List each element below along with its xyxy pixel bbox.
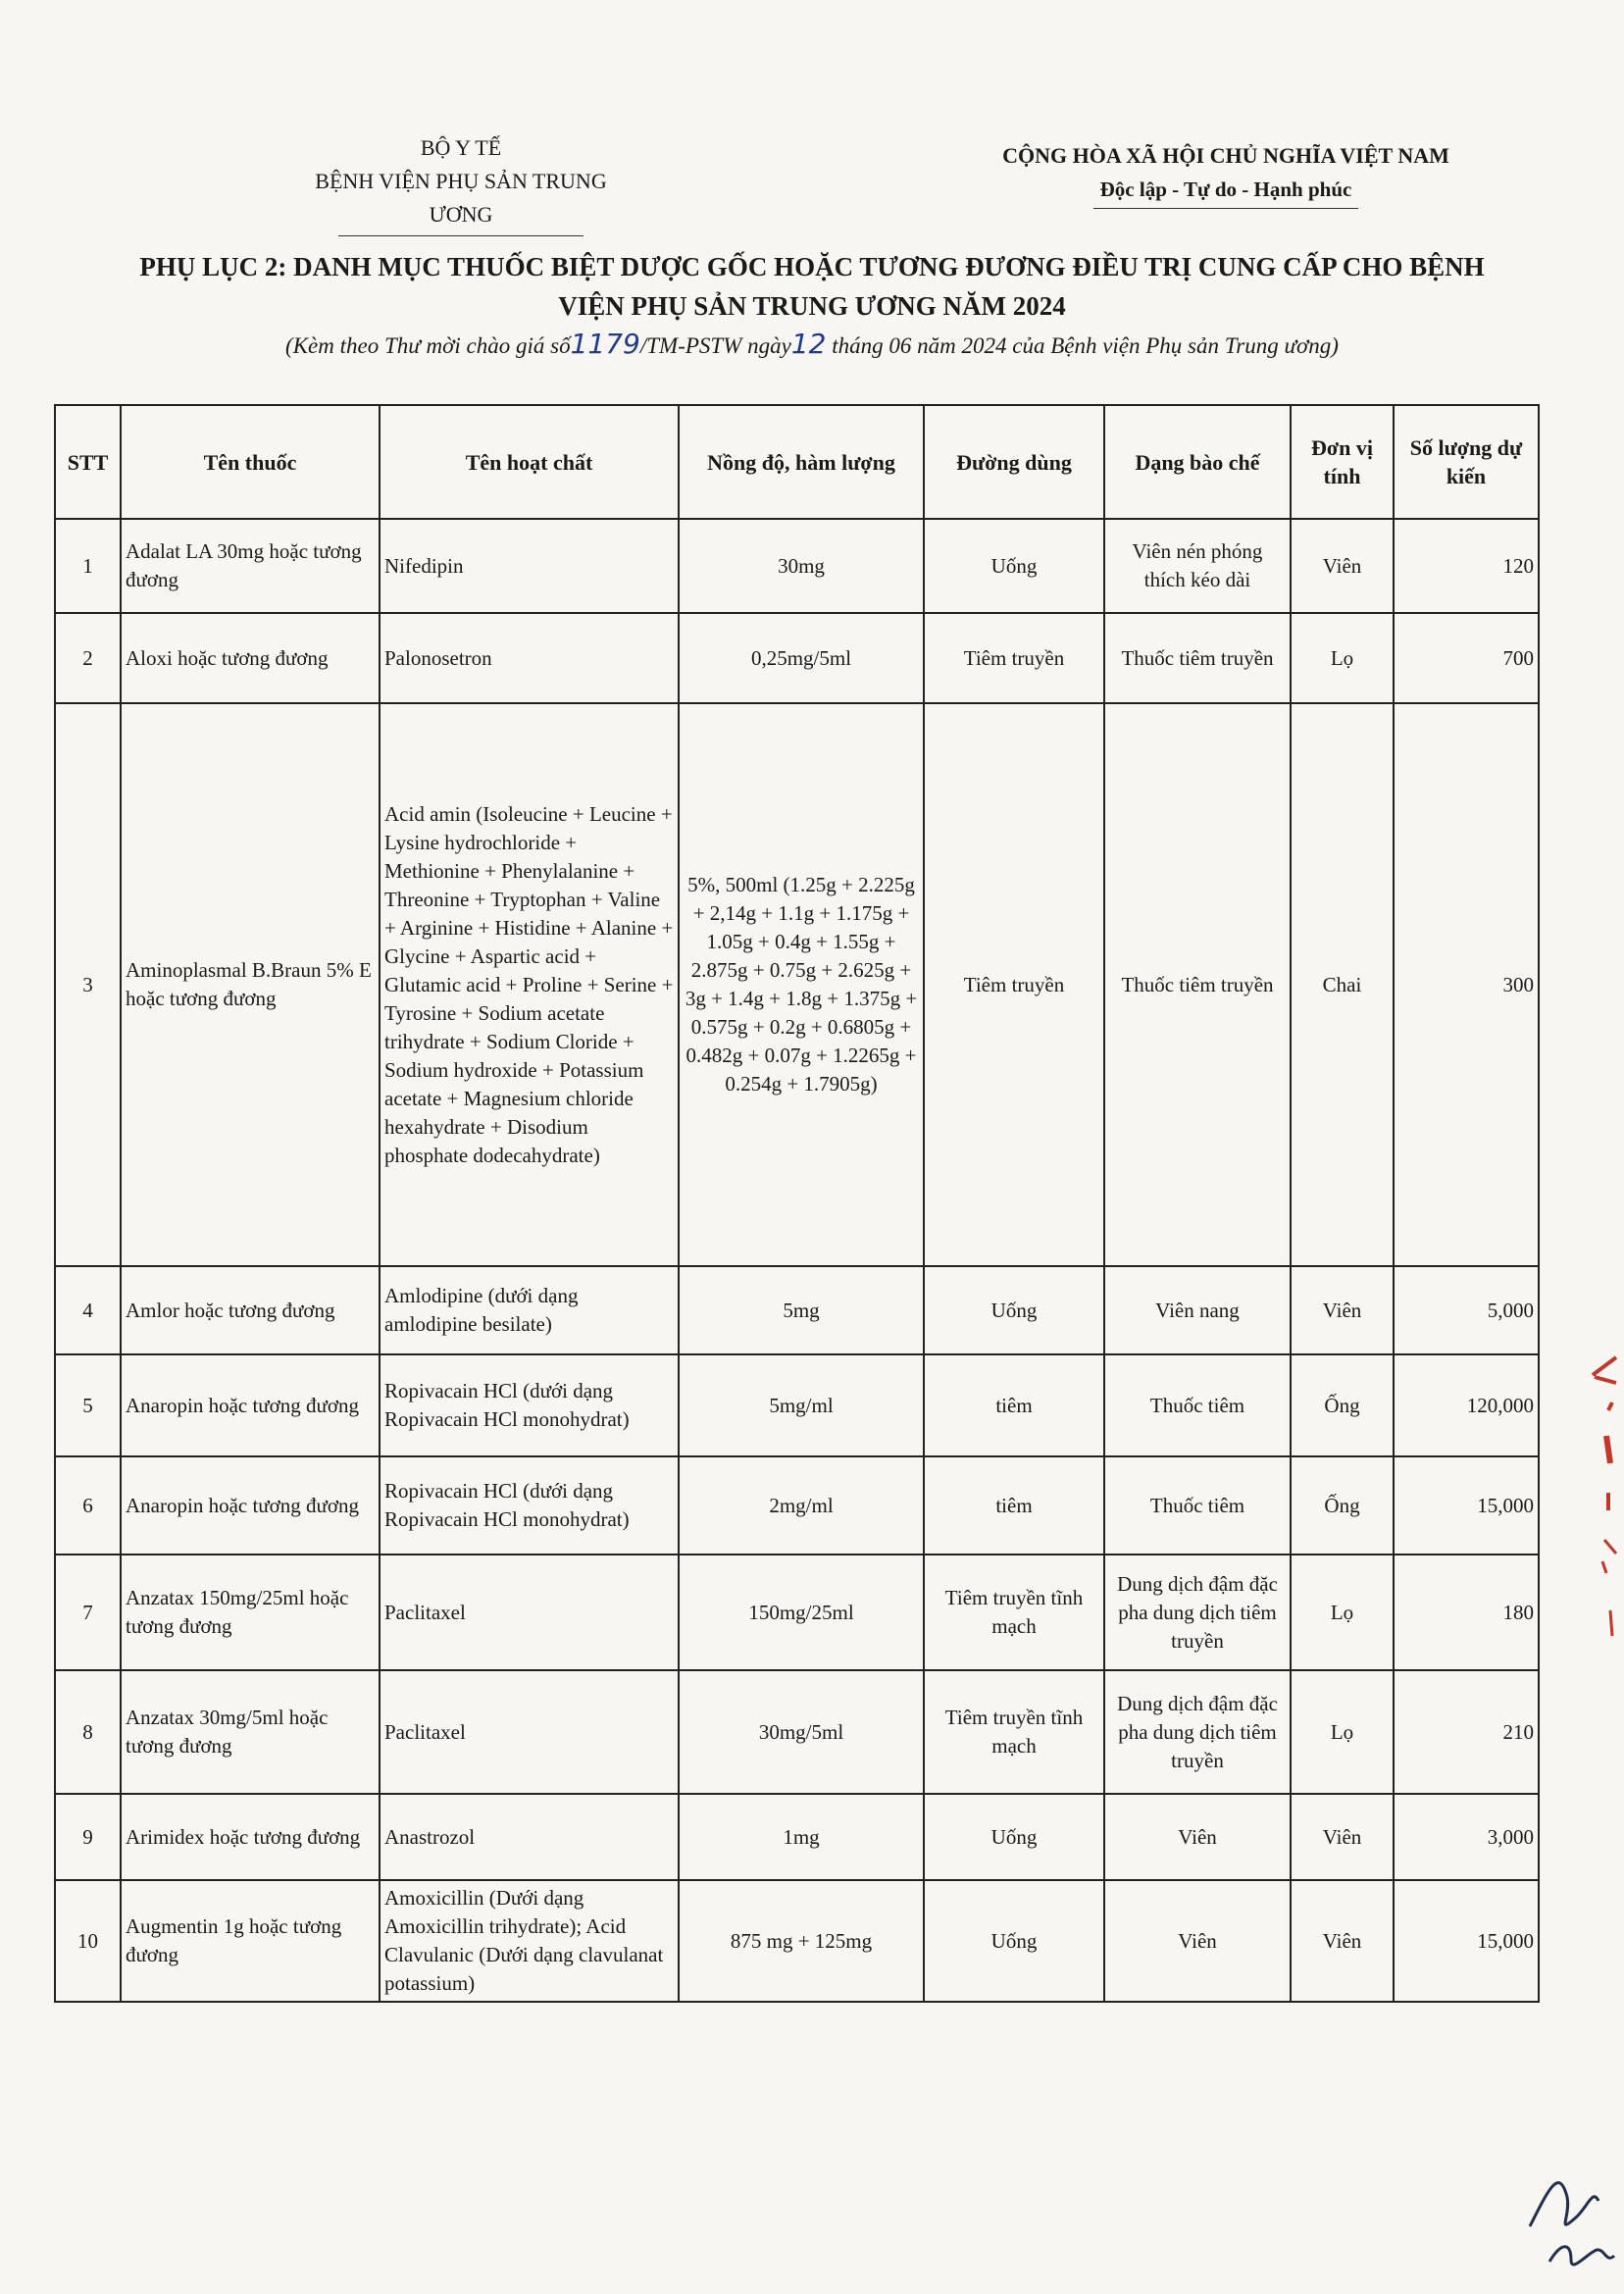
cell-quantity: 120 — [1394, 519, 1539, 613]
cell-stt: 9 — [55, 1794, 121, 1880]
col-header-unit: Đơn vị tính — [1291, 405, 1394, 519]
cell-drug-name: Anzatax 150mg/25ml hoặc tương đương — [121, 1555, 380, 1670]
cell-quantity: 700 — [1394, 613, 1539, 703]
cell-drug-name: Anaropin hoặc tương đương — [121, 1456, 380, 1555]
cell-unit: Ống — [1291, 1354, 1394, 1456]
cell-active-ingredient: Amoxicillin (Dưới dạng Amoxicillin trihydrate); Acid Clavulanic (Dưới dạng clavulanat potassium) — [380, 1880, 679, 2002]
col-header-drug-name: Tên thuốc — [121, 405, 380, 519]
cell-stt: 8 — [55, 1670, 121, 1794]
table-row — [55, 1794, 1539, 1880]
cell-route: tiêm — [924, 1456, 1104, 1555]
cell-quantity: 180 — [1394, 1555, 1539, 1670]
cell-route: Uống — [924, 1794, 1104, 1880]
cell-unit: Viên — [1291, 1266, 1394, 1354]
cell-strength: 5mg/ml — [679, 1354, 924, 1456]
col-header-route: Đường dùng — [924, 405, 1104, 519]
table-row — [55, 1266, 1539, 1354]
cell-dosage-form: Thuốc tiêm truyền — [1104, 703, 1291, 1266]
cell-quantity: 300 — [1394, 703, 1539, 1266]
cell-route: Uống — [924, 1880, 1104, 2002]
table-row — [55, 1670, 1539, 1794]
subtitle-part-1: (Kèm theo Thư mời chào giá số — [285, 333, 571, 358]
cell-unit: Viên — [1291, 1880, 1394, 2002]
national-header — [961, 139, 1491, 209]
cell-stt: 1 — [55, 519, 121, 613]
cell-strength: 5mg — [679, 1266, 924, 1354]
motto-underline — [1093, 208, 1358, 209]
cell-dosage-form: Viên — [1104, 1794, 1291, 1880]
cell-stt: 7 — [55, 1555, 121, 1670]
cell-quantity: 3,000 — [1394, 1794, 1539, 1880]
table-row — [55, 1354, 1539, 1456]
cell-active-ingredient: Nifedipin — [380, 519, 679, 613]
cell-drug-name: Aminoplasmal B.Braun 5% E hoặc tương đương — [121, 703, 380, 1266]
handwritten-letter-number: 1179 — [570, 328, 640, 360]
cell-dosage-form: Dung dịch đậm đặc pha dung dịch tiêm truyền — [1104, 1555, 1291, 1670]
issuer-underline — [338, 235, 584, 236]
table-row — [55, 613, 1539, 703]
table-row — [55, 1456, 1539, 1555]
cell-dosage-form: Dung dịch đậm đặc pha dung dịch tiêm truyền — [1104, 1670, 1291, 1794]
ministry-name: BỘ Y TẾ — [420, 135, 502, 160]
cell-active-ingredient: Ropivacain HCl (dưới dạng Ropivacain HCl monohydrat) — [380, 1354, 679, 1456]
cell-strength: 5%, 500ml (1.25g + 2.225g + 2,14g + 1.1g + 1.175g + 1.05g + 0.4g + 1.55g + 2.875g + 0.75g + 2.625g + 3g + 1.4g + 1.8g + 1.375g + 0.575g + 0.2g + 0.6805g + 0.482g + 0.07g + 1.2265g + 0.254g + 1.7905g) — [679, 703, 924, 1266]
cell-active-ingredient: Paclitaxel — [380, 1555, 679, 1670]
cell-strength: 875 mg + 125mg — [679, 1880, 924, 2002]
cell-stt: 6 — [55, 1456, 121, 1555]
hospital-name: BỆNH VIỆN PHỤ SẢN TRUNG ƯƠNG — [315, 169, 607, 227]
cell-active-ingredient: Amlodipine (dưới dạng amlodipine besilate) — [380, 1266, 679, 1354]
cell-quantity: 15,000 — [1394, 1456, 1539, 1555]
table-row — [55, 519, 1539, 613]
cell-drug-name: Anzatax 30mg/5ml hoặc tương đương — [121, 1670, 380, 1794]
cell-active-ingredient: Palonosetron — [380, 613, 679, 703]
red-pen-strokes — [1587, 1353, 1620, 1648]
handwritten-day: 12 — [790, 328, 827, 360]
cell-drug-name: Aloxi hoặc tương đương — [121, 613, 380, 703]
col-header-active-ingredient: Tên hoạt chất — [380, 405, 679, 519]
cell-strength: 30mg/5ml — [679, 1670, 924, 1794]
cell-route: Tiêm truyền tĩnh mạch — [924, 1670, 1104, 1794]
cell-stt: 4 — [55, 1266, 121, 1354]
cell-unit: Viên — [1291, 519, 1394, 613]
cell-quantity: 210 — [1394, 1670, 1539, 1794]
title-line-1: PHỤ LỤC 2: DANH MỤC THUỐC BIỆT DƯỢC GỐC HOẶC TƯƠNG ĐƯƠNG ĐIỀU TRỊ CUNG CẤP CHO BỆNH — [139, 252, 1485, 281]
cell-route: Tiêm truyền tĩnh mạch — [924, 1555, 1104, 1670]
cell-drug-name: Augmentin 1g hoặc tương đương — [121, 1880, 380, 2002]
document-subtitle — [49, 330, 1575, 361]
cell-active-ingredient: Anastrozol — [380, 1794, 679, 1880]
cell-strength: 150mg/25ml — [679, 1555, 924, 1670]
cell-unit: Chai — [1291, 703, 1394, 1266]
cell-dosage-form: Viên nén phóng thích kéo dài — [1104, 519, 1291, 613]
cell-route: tiêm — [924, 1354, 1104, 1456]
cell-dosage-form: Thuốc tiêm — [1104, 1456, 1291, 1555]
national-motto: Độc lập - Tự do - Hạnh phúc — [1099, 178, 1352, 201]
cell-stt: 10 — [55, 1880, 121, 2002]
cell-drug-name: Amlor hoặc tương đương — [121, 1266, 380, 1354]
cell-quantity: 5,000 — [1394, 1266, 1539, 1354]
cell-route: Tiêm truyền — [924, 703, 1104, 1266]
cell-unit: Lọ — [1291, 1670, 1394, 1794]
cell-route: Uống — [924, 519, 1104, 613]
cell-quantity: 120,000 — [1394, 1354, 1539, 1456]
cell-stt: 5 — [55, 1354, 121, 1456]
cell-unit: Ống — [1291, 1456, 1394, 1555]
cell-dosage-form: Thuốc tiêm — [1104, 1354, 1291, 1456]
cell-unit: Viên — [1291, 1794, 1394, 1880]
issuer-block — [294, 131, 628, 236]
document-title — [49, 247, 1575, 326]
col-header-strength: Nồng độ, hàm lượng — [679, 405, 924, 519]
drug-list-table — [54, 404, 1540, 2003]
cell-active-ingredient: Acid amin (Isoleucine + Leucine + Lysine hydrochloride + Methionine + Phenylalanine + Threonine + Tryptophan + Valine + Arginine + Histidine + Alanine + Glycine + Aspartic acid + Glutamic acid + Proline + Serine + Tyrosine + Sodium acetate trihydrate + Sodium Cloride + Sodium hydroxide + Potassium acetate + Magnesium chloride hexahydrate + Disodium phosphate dodecahydrate) — [380, 703, 679, 1266]
col-header-quantity: Số lượng dự kiến — [1394, 405, 1539, 519]
subtitle-part-2: /TM-PSTW ngày — [639, 333, 791, 358]
cell-drug-name: Arimidex hoặc tương đương — [121, 1794, 380, 1880]
cell-stt: 3 — [55, 703, 121, 1266]
cell-strength: 2mg/ml — [679, 1456, 924, 1555]
table-row — [55, 1880, 1539, 2002]
col-header-stt: STT — [55, 405, 121, 519]
red-margin-marks — [1587, 1353, 1620, 1648]
subtitle-part-3: tháng 06 năm 2024 của Bệnh viện Phụ sản Trung ương) — [826, 333, 1339, 358]
cell-dosage-form: Viên — [1104, 1880, 1291, 2002]
cell-strength: 30mg — [679, 519, 924, 613]
signature-mark — [1520, 2158, 1618, 2285]
cell-drug-name: Adalat LA 30mg hoặc tương đương — [121, 519, 380, 613]
cell-unit: Lọ — [1291, 1555, 1394, 1670]
table-row — [55, 1555, 1539, 1670]
cell-dosage-form: Thuốc tiêm truyền — [1104, 613, 1291, 703]
cell-stt: 2 — [55, 613, 121, 703]
handwritten-initials — [1520, 2158, 1618, 2290]
cell-drug-name: Anaropin hoặc tương đương — [121, 1354, 380, 1456]
cell-route: Tiêm truyền — [924, 613, 1104, 703]
cell-strength: 1mg — [679, 1794, 924, 1880]
cell-active-ingredient: Ropivacain HCl (dưới dạng Ropivacain HCl monohydrat) — [380, 1456, 679, 1555]
table-header-row — [55, 405, 1539, 519]
cell-quantity: 15,000 — [1394, 1880, 1539, 2002]
cell-active-ingredient: Paclitaxel — [380, 1670, 679, 1794]
country-name: CỘNG HÒA XÃ HỘI CHỦ NGHĨA VIỆT NAM — [1002, 143, 1449, 168]
cell-dosage-form: Viên nang — [1104, 1266, 1291, 1354]
cell-unit: Lọ — [1291, 613, 1394, 703]
col-header-dosage-form: Dạng bào chế — [1104, 405, 1291, 519]
cell-route: Uống — [924, 1266, 1104, 1354]
cell-strength: 0,25mg/5ml — [679, 613, 924, 703]
table-row — [55, 703, 1539, 1266]
title-line-2: VIỆN PHỤ SẢN TRUNG ƯƠNG NĂM 2024 — [558, 291, 1066, 321]
